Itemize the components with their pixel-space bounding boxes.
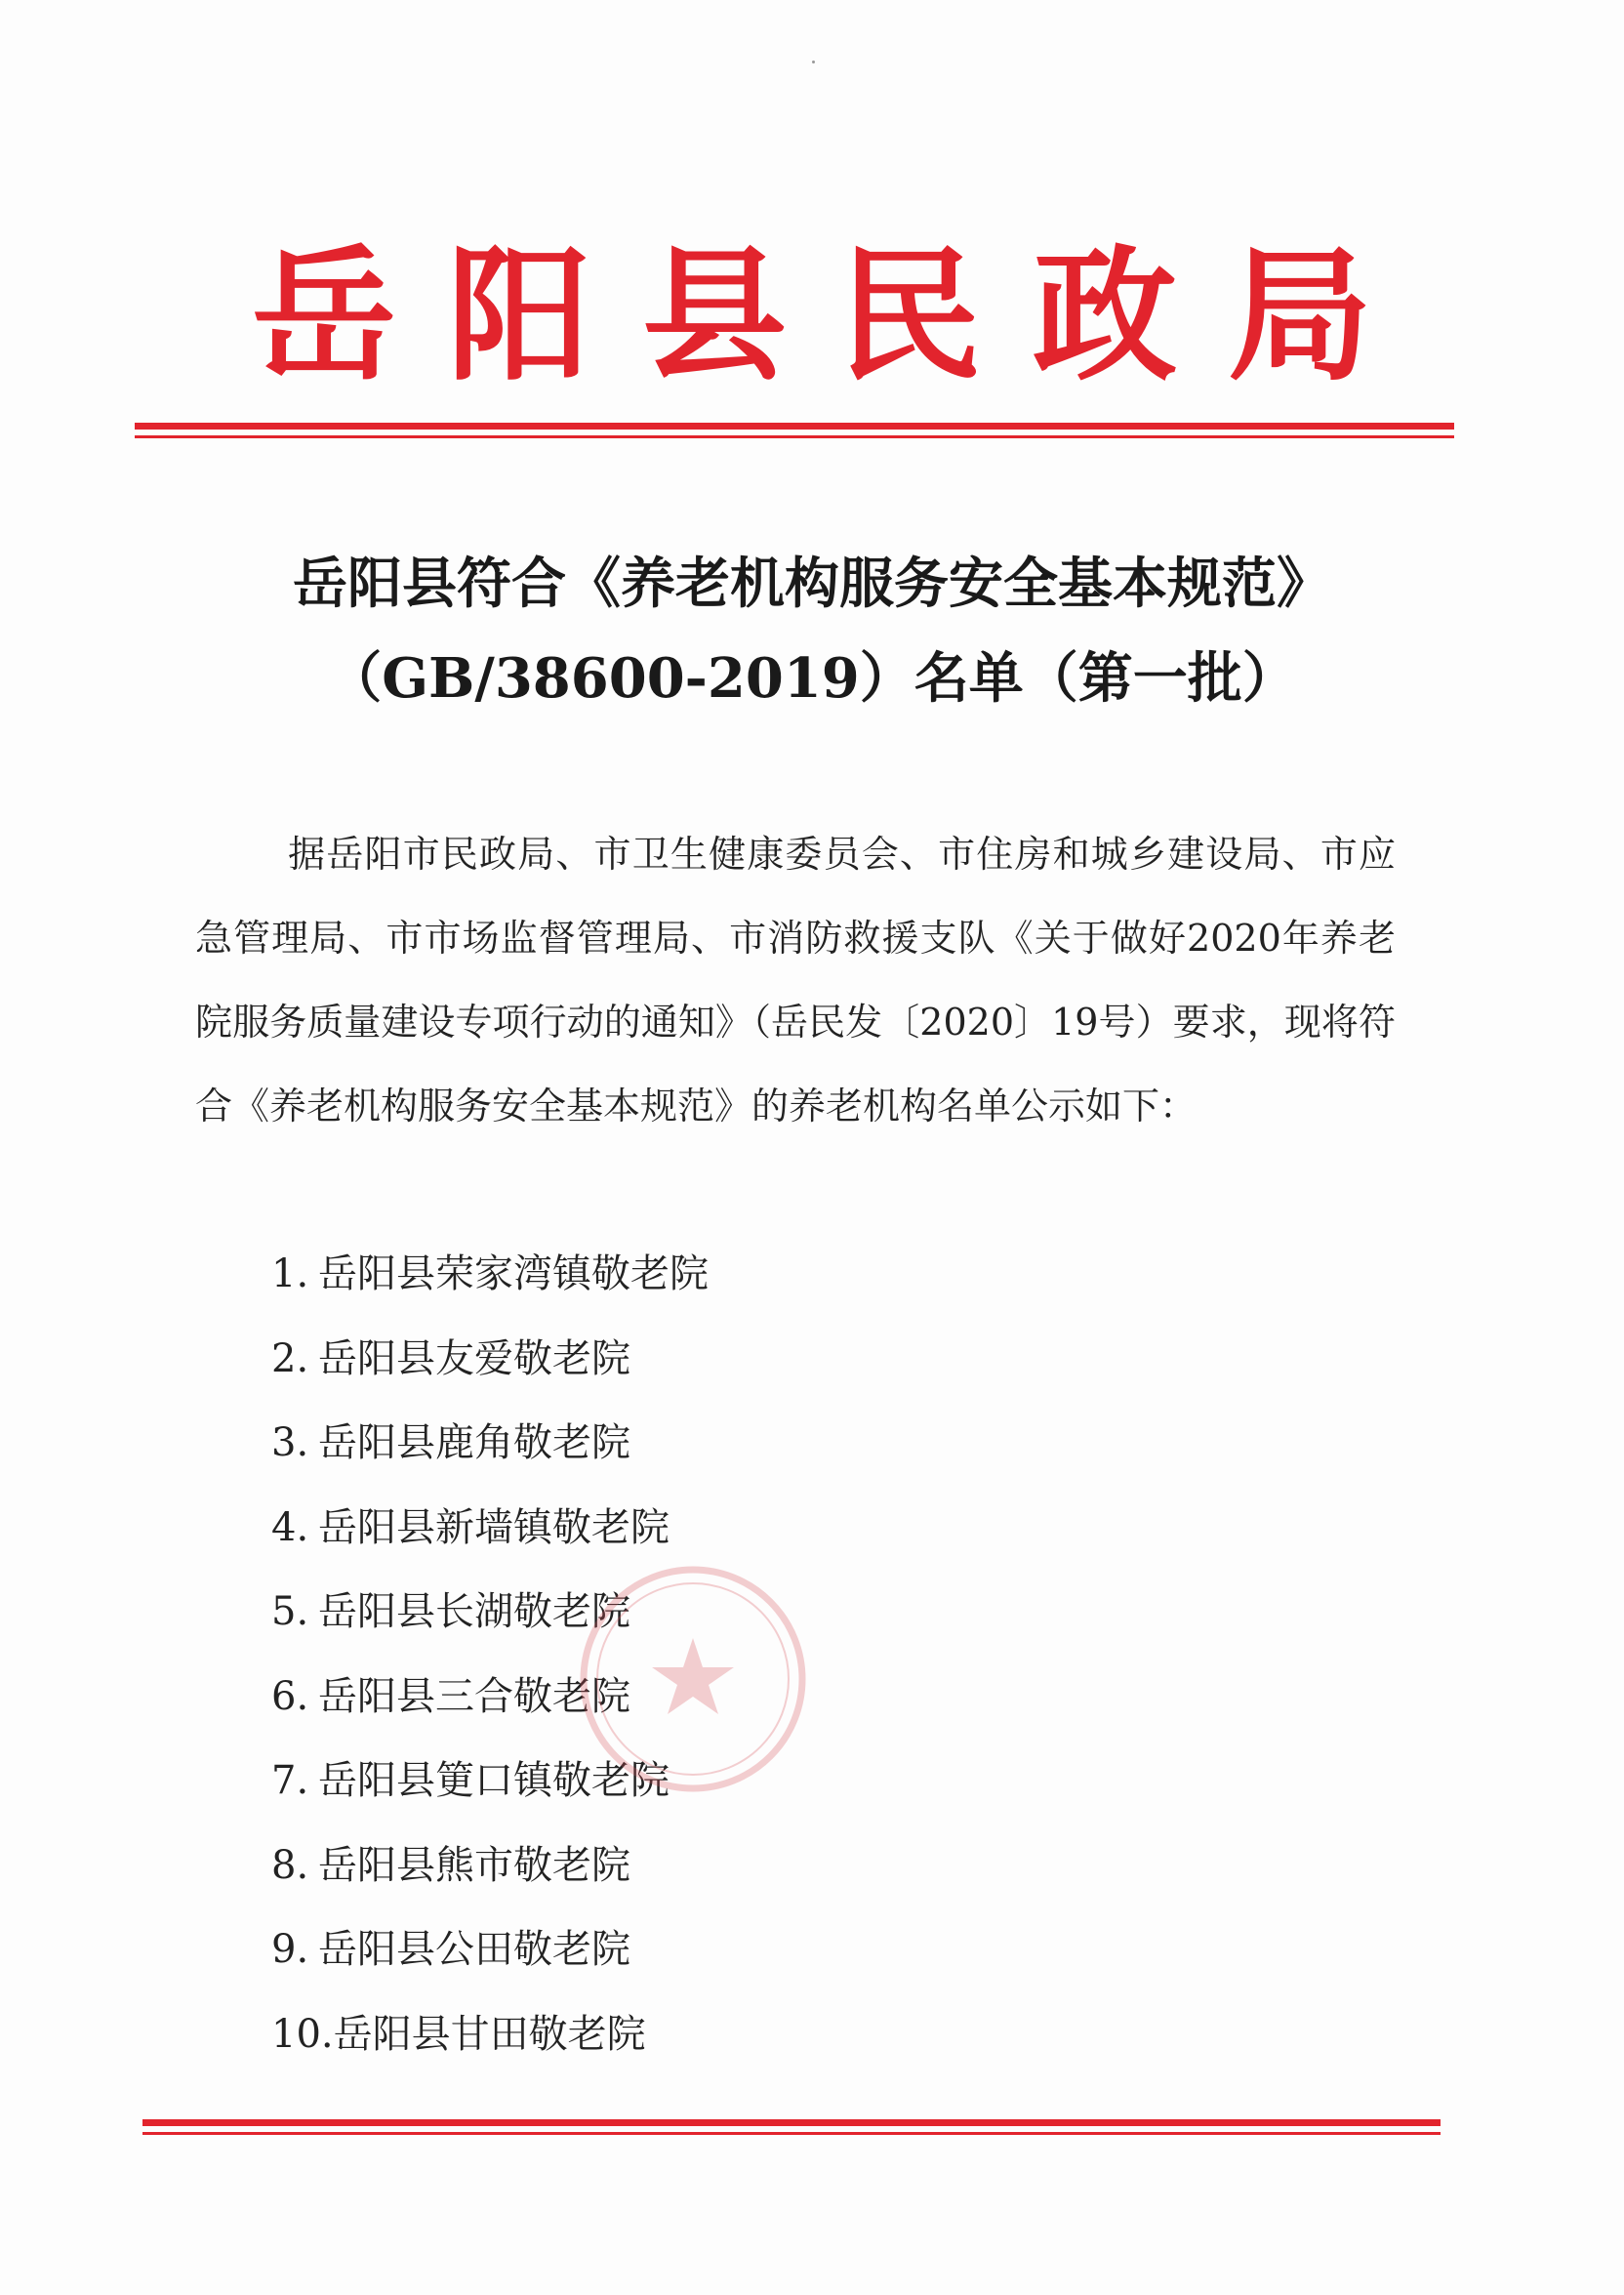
list-item: 9. 岳阳县公田敬老院 bbox=[271, 1927, 630, 1972]
scan-speck bbox=[812, 61, 815, 63]
list-item: 2. 岳阳县友爱敬老院 bbox=[271, 1335, 630, 1381]
footer-rule-thick bbox=[142, 2119, 1441, 2126]
list-item: 7. 岳阳县筻口镇敬老院 bbox=[271, 1758, 670, 1803]
list-item: 3. 岳阳县鹿角敬老院 bbox=[271, 1420, 630, 1465]
list-item: 4. 岳阳县新墙镇敬老院 bbox=[271, 1504, 670, 1550]
document-title-line-2: （GB/38600-2019）名单（第一批） bbox=[327, 646, 1297, 711]
list-item: 6. 岳阳县三合敬老院 bbox=[271, 1673, 630, 1719]
list-item: 1. 岳阳县荣家湾镇敬老院 bbox=[271, 1251, 709, 1296]
footer-rule-thin bbox=[142, 2132, 1441, 2135]
official-seal-icon bbox=[576, 1562, 810, 1796]
header-rule-thick bbox=[135, 423, 1454, 430]
header-rule-thin bbox=[135, 435, 1454, 438]
issuer-header: 岳阳县民政局 bbox=[252, 230, 1423, 400]
document-title-line-1: 岳阳县符合《养老机构服务安全基本规范》 bbox=[293, 552, 1331, 616]
list-item: 10.岳阳县甘田敬老院 bbox=[271, 2011, 646, 2057]
list-item: 5. 岳阳县长湖敬老院 bbox=[271, 1589, 630, 1634]
footer-rule bbox=[142, 2119, 1441, 2135]
header-rule bbox=[135, 423, 1454, 438]
body-paragraph bbox=[195, 812, 1396, 1148]
body-paragraph-text: 据岳阳市民政局、市卫生健康委员会、市住房和城乡建设局、市应急管理局、市市场监督管理局、市消防救援支队《关于做好2020年养老院服务质量建设专项行动的通知》（岳民发〔2020〕19号）要求，现将符合《养老机构服务安全基本规范》的养老机构名单公示如下： bbox=[195, 833, 1396, 1127]
list-item: 8. 岳阳县熊市敬老院 bbox=[271, 1842, 630, 1888]
